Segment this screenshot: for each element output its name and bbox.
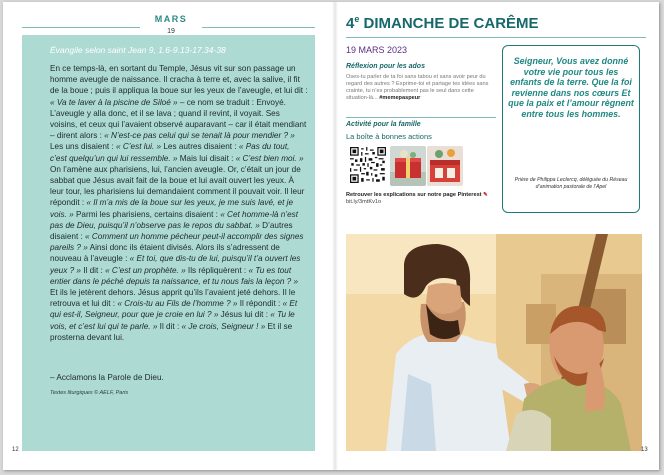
teen-text: Oses-tu parler de ta foi sans tabou et sans avoir peur du regard des autres ? Exprime-toi et partage tes idées sans crainte, tu n’es probablement pas le seul dans cette situation-là... #memepaspeur bbox=[346, 74, 489, 101]
page-number-right: 13 bbox=[641, 447, 648, 453]
activity-photo-2 bbox=[427, 146, 463, 186]
date-label: 19 MARS 2023 bbox=[346, 45, 408, 55]
gospel-box bbox=[22, 35, 315, 451]
qr-code[interactable] bbox=[350, 147, 386, 183]
pinterest-link[interactable]: bit.ly/3mtKv1o bbox=[346, 199, 382, 205]
family-subheading: La boîte à bonnes actions bbox=[346, 132, 432, 141]
page-fold bbox=[332, 2, 338, 470]
illustration-jesus-healing-blind-man bbox=[346, 234, 642, 451]
page-title: 4e DIMANCHE DE CARÊME bbox=[346, 14, 539, 32]
month-label: MARS bbox=[154, 14, 188, 24]
hashtag: #memepaspeur bbox=[379, 95, 421, 101]
teen-heading: Réflexion pour les ados bbox=[346, 63, 425, 70]
month-rule-left bbox=[22, 27, 140, 28]
acclamation: – Acclamons la Parole de Dieu. bbox=[50, 373, 164, 382]
copyright-note: Textes liturgiques © AELF, Paris bbox=[50, 390, 129, 396]
family-heading: Activité pour la famille bbox=[346, 121, 421, 128]
book-spread bbox=[3, 2, 659, 470]
month-rule-right bbox=[202, 27, 315, 28]
gospel-text: En ce temps-là, en sortant du Temple, Jésus vit sur son passage un homme aveugle de naissance. Il cracha à terre et, avec la salive, il fit de la boue ; puis il appliqua la boue sur les yeux de l’aveugle, et lui dit : « Va te laver à la piscine de Siloé » – ce nom se traduit : Envoyé. L’aveugle y alla donc, et il se lava ; quand il revint, il voyait. Ses voisins, et ceux qui l’avaient observé auparavant – car il était mendiant – dirent alors : « N’est-ce pas celui qui se tenait là pour mendier ? » Les uns disaient : « C’est lui. » Les autres disaient : « Pas du tout, c’est quelqu’un qui lui ressemble. » Mais lui disait : « C’est bien moi. » On l’amène aux pharisiens, lui, l’ancien aveugle. Or, c’était un jour de sabbat que Jésus avait fait de la boue et lui avait ouvert les yeux. À leur tour, les pharisiens lui demandaient comment il pouvait voir. Il leur répondit : « Il m’a mis de la boue sur les yeux, je me suis lavé, et je vois. » Parmi les pharisiens, certains disaient : « Cet homme-là n’est pas de Dieu, puisqu’il n’observe pas le repos du sabbat. » D’autres disaient : « Comment un homme pécheur peut-il accomplir des signes pareils ? » Ainsi donc ils étaient divisés. Alors ils s’adressent de nouveau à l’aveugle : « Et toi, que dis-tu de lui, puisqu’il t’a ouvert les yeux ? » Il dit : « C’est un prophète. » Ils répliquèrent : « Tu es tout entier dans le péché depuis ta naissance, et tu nous fais la leçon ? » Et ils le jetèrent dehors. Jésus apprit qu’ils l’avaient jeté dehors. Il le retrouva et lui dit : « Crois-tu au Fils de l’homme ? » Il répondit : « Et qui est-il, Seigneur, pour que je croie en lui ? » Jésus lui dit : « Tu le vois, et c’est lui qui te parle. » Il dit : « Je crois, Seigneur ! » Et il se prosterna devant lui. bbox=[50, 64, 308, 342]
family-rule bbox=[346, 117, 496, 118]
pinterest-note: Retrouver les explications sur notre page Pinterest ✎ bit.ly/3mtKv1o bbox=[346, 192, 488, 205]
day-number: 19 bbox=[167, 28, 175, 35]
prayer-box bbox=[502, 45, 640, 213]
prayer-text: Seigneur, Vous avez donné votre vie pour tous les enfants de la terre. Que la foi revienne dans nos cœurs Et que la paix et l’amour règnent entre tous les hommes. bbox=[508, 56, 634, 119]
gospel-reference: Évangile selon saint Jean 9, 1.6-9.13-17.34-38 bbox=[50, 45, 226, 55]
title-rule bbox=[346, 37, 646, 38]
page-number-left: 12 bbox=[12, 447, 19, 453]
prayer-credit: Prière de Philippa Leclercq, déléguée du Réseau d’animation pastorale de l’Apel bbox=[514, 177, 628, 190]
pinterest-icon: ✎ bbox=[483, 192, 488, 198]
activity-photo-1 bbox=[390, 146, 426, 186]
